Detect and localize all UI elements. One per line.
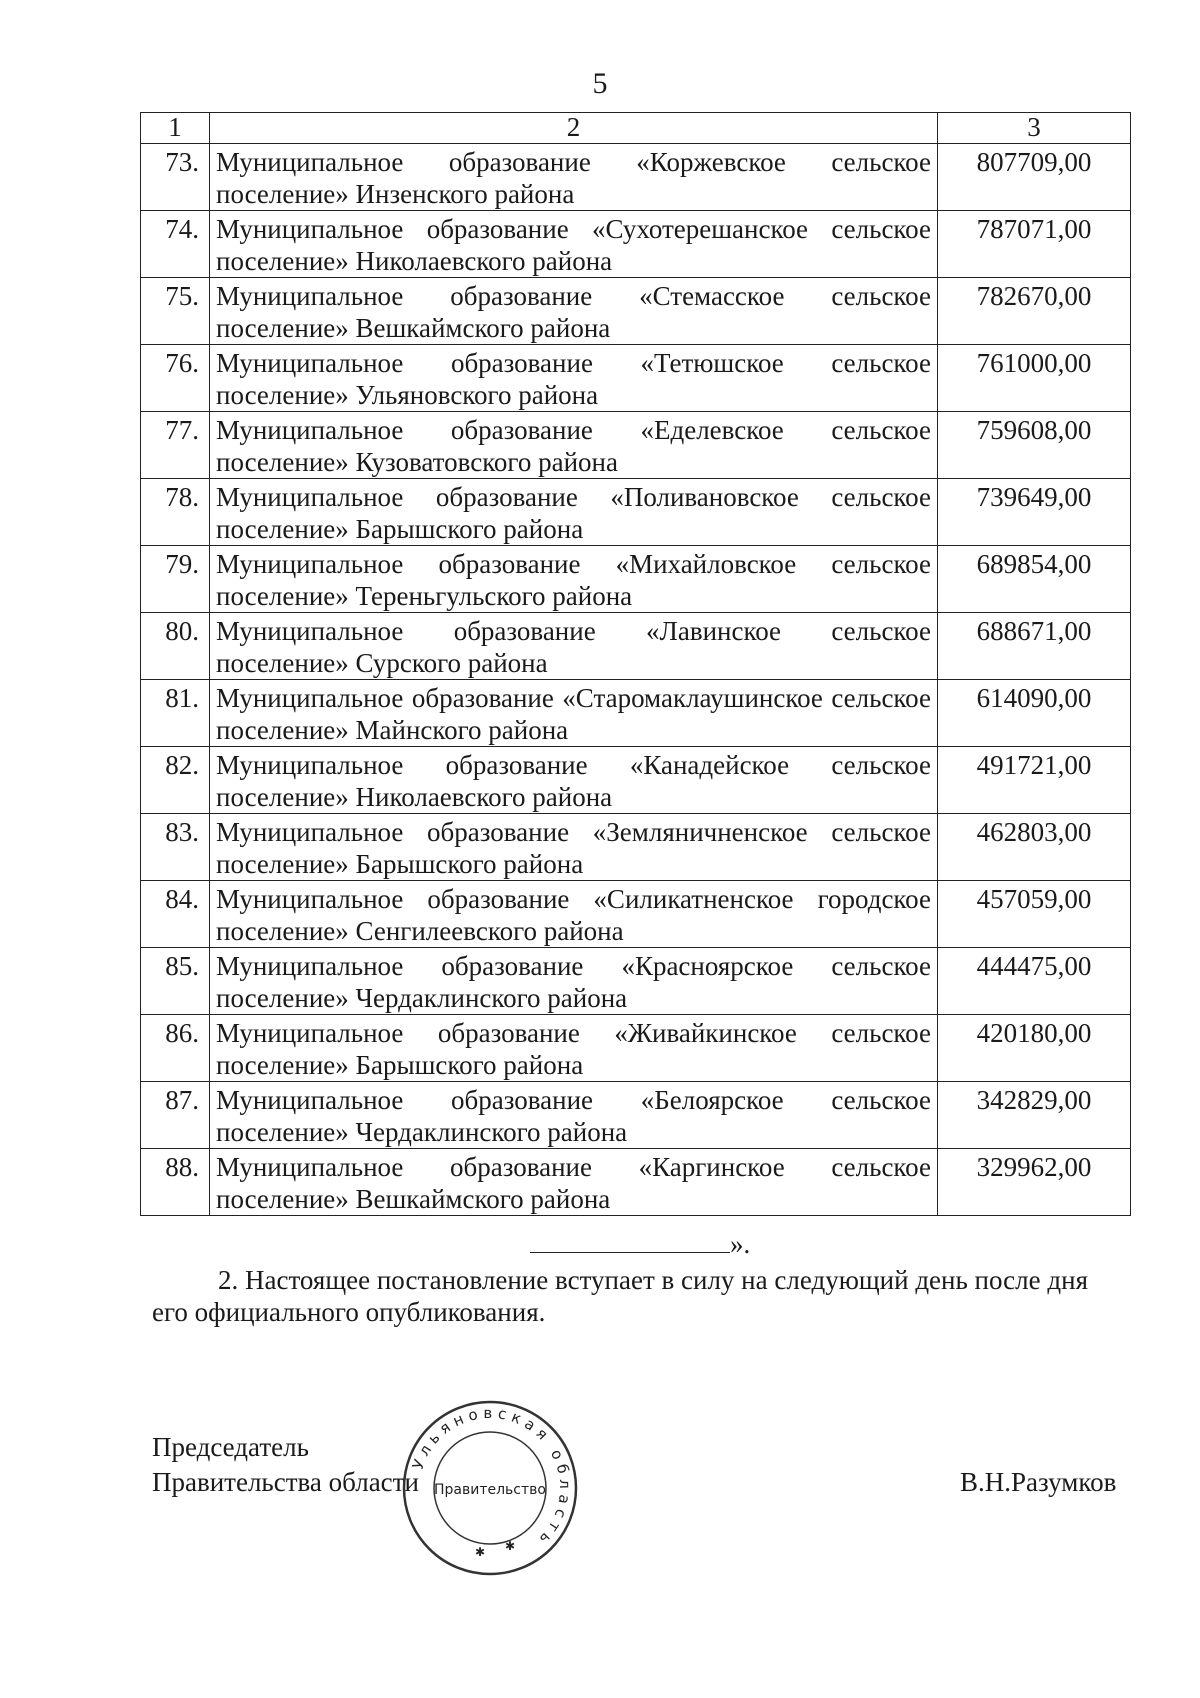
table-row — [141, 479, 1131, 546]
row-name: Муниципальное образование «Коржевское сельское поселение» Инзенского района — [210, 144, 938, 211]
row-name: Муниципальное образование «Канадейское сельское поселение» Николаевского района — [210, 747, 938, 814]
table-row — [141, 948, 1131, 1015]
row-number: 88. — [141, 1149, 210, 1216]
row-name: Муниципальное образование «Каргинское сельское поселение» Вешкаймского района — [210, 1149, 938, 1216]
row-name: Муниципальное образование «Старомаклаушинское сельское поселение» Майнского района — [210, 680, 938, 747]
table-row — [141, 345, 1131, 412]
row-number: 73. — [141, 144, 210, 211]
row-name: Муниципальное образование «Красноярское сельское поселение» Чердаклинского района — [210, 948, 938, 1015]
row-number: 81. — [141, 680, 210, 747]
row-number: 85. — [141, 948, 210, 1015]
table-row — [141, 881, 1131, 948]
row-amount: 787071,00 — [938, 211, 1131, 278]
column-header-amount: 3 — [938, 113, 1131, 144]
row-number: 87. — [141, 1082, 210, 1149]
row-name: Муниципальное образование «Силикатненское городское поселение» Сенгилеевского района — [210, 881, 938, 948]
table-row — [141, 144, 1131, 211]
row-amount: 491721,00 — [938, 747, 1131, 814]
paragraph-2: 2. Настоящее постановление вступает в силу на следующий день после дня его официального опубликования. — [152, 1265, 1088, 1327]
row-amount: 457059,00 — [938, 881, 1131, 948]
signature-title-line-2: Правительства области — [152, 1467, 419, 1497]
row-amount: 420180,00 — [938, 1015, 1131, 1082]
table-row — [141, 1082, 1131, 1149]
row-amount: 739649,00 — [938, 479, 1131, 546]
table-row — [141, 546, 1131, 613]
row-name: Муниципальное образование «Земляничненское сельское поселение» Барышского района — [210, 814, 938, 881]
seal-star-icon: ✱ — [504, 1539, 516, 1553]
closing-quote: ». — [730, 1229, 751, 1259]
table-row — [141, 278, 1131, 345]
row-number: 77. — [141, 412, 210, 479]
row-amount: 689854,00 — [938, 546, 1131, 613]
row-name: Муниципальное образование «Сухотерешанское сельское поселение» Николаевского района — [210, 211, 938, 278]
row-number: 78. — [141, 479, 210, 546]
row-amount: 759608,00 — [938, 412, 1131, 479]
row-amount: 761000,00 — [938, 345, 1131, 412]
row-number: 86. — [141, 1015, 210, 1082]
row-amount: 342829,00 — [938, 1082, 1131, 1149]
table-row — [141, 211, 1131, 278]
seal-center-text: Правительство — [434, 1482, 546, 1498]
row-name: Муниципальное образование «Белоярское сельское поселение» Чердаклинского района — [210, 1082, 938, 1149]
signature-title-line-1: Председатель — [152, 1432, 309, 1462]
row-name: Муниципальное образование «Лавинское сельское поселение» Сурского района — [210, 613, 938, 680]
row-name: Муниципальное образование «Поливановское сельское поселение» Барышского района — [210, 479, 938, 546]
row-number: 79. — [141, 546, 210, 613]
table-row — [141, 412, 1131, 479]
official-seal — [400, 1398, 580, 1578]
row-name: Муниципальное образование «Еделевское сельское поселение» Кузоватовского района — [210, 412, 938, 479]
row-name: Муниципальное образование «Тетюшское сельское поселение» Ульяновского района — [210, 345, 938, 412]
row-name: Муниципальное образование «Живайкинское сельское поселение» Барышского района — [210, 1015, 938, 1082]
column-header-number: 1 — [141, 113, 210, 144]
table-row — [141, 747, 1131, 814]
seal-star-icon: ✱ — [474, 1545, 486, 1559]
closing-underline — [530, 1228, 730, 1253]
row-amount: 444475,00 — [938, 948, 1131, 1015]
table-row — [141, 814, 1131, 881]
table-header-row — [141, 113, 1131, 144]
row-number: 75. — [141, 278, 210, 345]
page-number: 5 — [592, 67, 608, 100]
row-amount: 329962,00 — [938, 1149, 1131, 1216]
row-number: 82. — [141, 747, 210, 814]
closing-line — [530, 1228, 750, 1260]
row-number: 74. — [141, 211, 210, 278]
row-name: Муниципальное образование «Михайловское сельское поселение» Тереньгульского района — [210, 546, 938, 613]
row-number: 76. — [141, 345, 210, 412]
row-amount: 807709,00 — [938, 144, 1131, 211]
row-amount: 462803,00 — [938, 814, 1131, 881]
table-row — [141, 680, 1131, 747]
row-amount: 688671,00 — [938, 613, 1131, 680]
signature-title — [152, 1430, 419, 1500]
row-name: Муниципальное образование «Стемасское сельское поселение» Вешкаймского района — [210, 278, 938, 345]
row-number: 83. — [141, 814, 210, 881]
row-amount: 782670,00 — [938, 278, 1131, 345]
row-amount: 614090,00 — [938, 680, 1131, 747]
table-row — [141, 1149, 1131, 1216]
signatory-name: В.Н.Разумков — [960, 1467, 1117, 1497]
seal-ring-text: Ульяновская область — [408, 1403, 575, 1552]
allocation-table — [140, 112, 1131, 1216]
table-row — [141, 613, 1131, 680]
table-row — [141, 1015, 1131, 1082]
row-number: 80. — [141, 613, 210, 680]
column-header-name: 2 — [210, 113, 938, 144]
row-number: 84. — [141, 881, 210, 948]
